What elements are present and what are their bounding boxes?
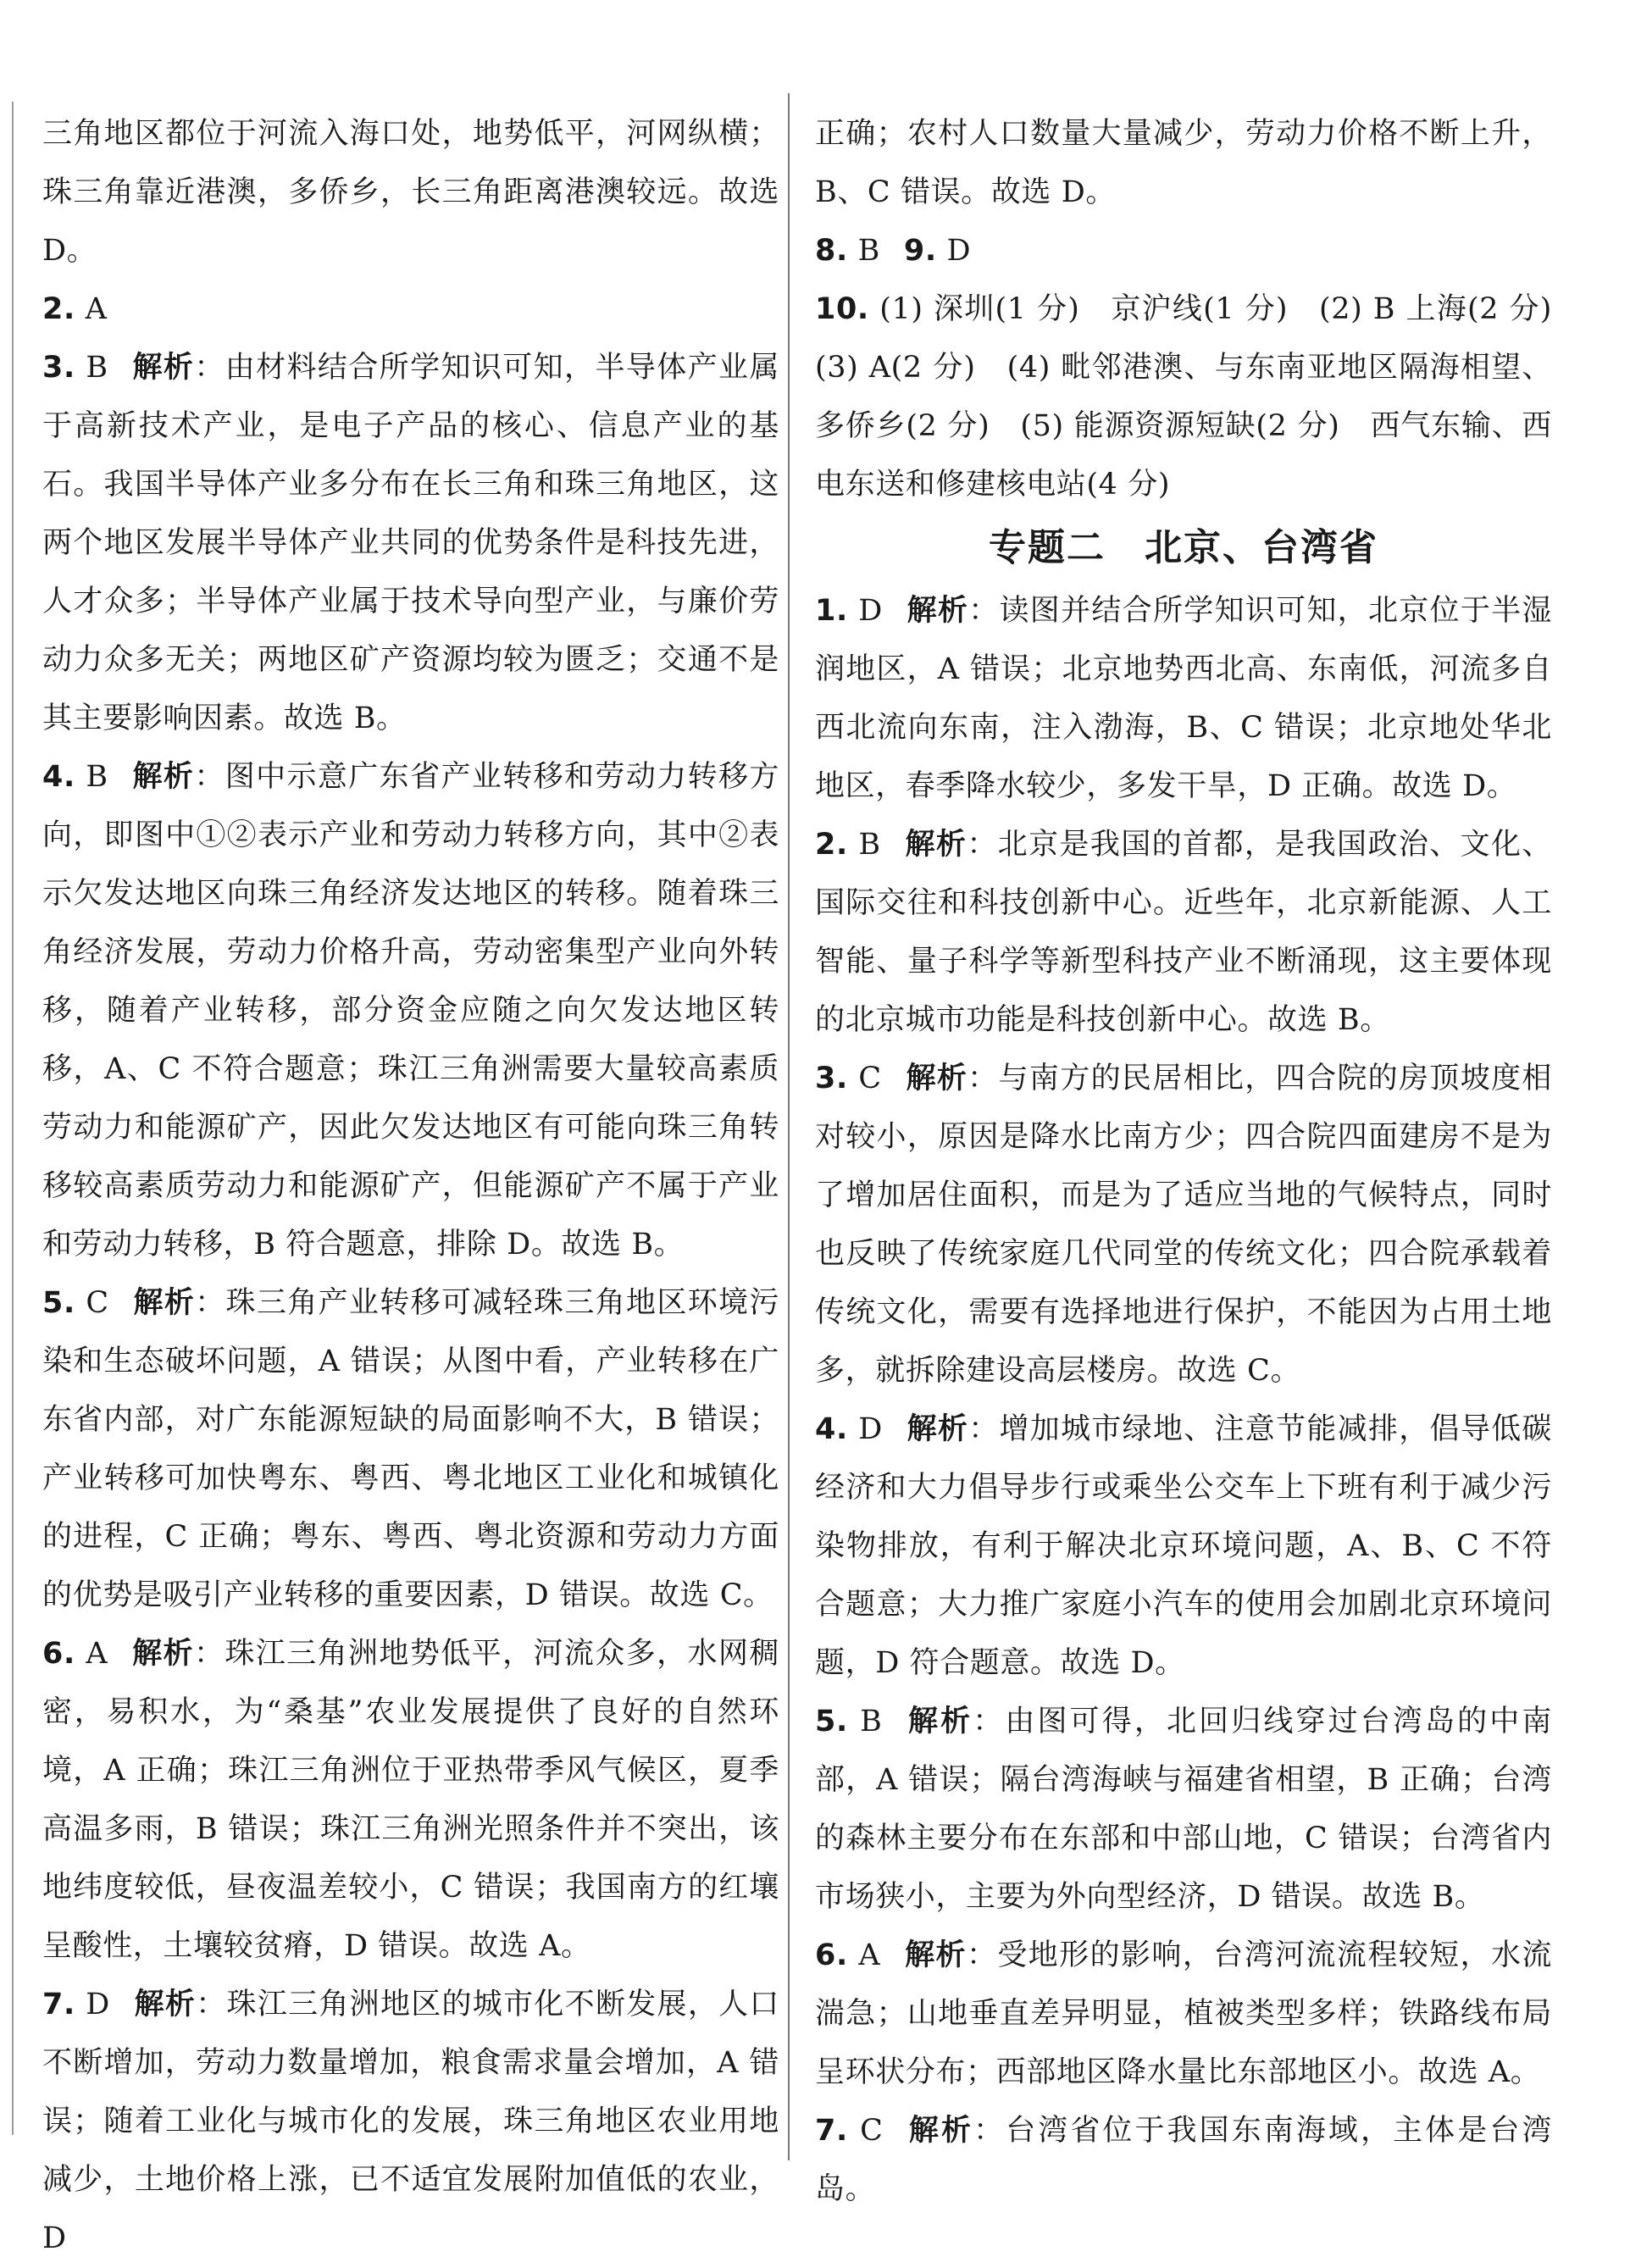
analysis-text: 北京是我国的首都，是我国政治、文化、国际交往和科技创新中心。近些年，北京新能源、人工智能、量子科学等新型科技产业不断涌现，这主要体现的北京城市功能是科技创新中心。故选 B。 [815,828,1553,1037]
question-number: 7. [42,1988,75,2021]
page-edge-line [12,102,14,2135]
analysis-label: 解析 [904,828,967,862]
answer-item-3: 3. C 解析：与南方的民居相比，四合院的房顶坡度相对较小，原因是降水比南方少；四合院四面建房不是为了增加居住面积，而是为了适应当地的气候特点，同时也反映了传统家庭几代同堂的传统文化；四合院承载着传统文化，需要有选择地进行保护，不能因为占用土地多，就拆除建设高层楼房。故选 C。 [815,1062,1552,1388]
continued-paragraph: 三角地区都位于河流入海口处，地势低平，河网纵横；珠三角靠近港澳，多侨乡，长三角距离港澳较远。故选 D。 [42,117,779,268]
question-number: 9. [903,234,937,268]
analysis-label: 解析 [131,351,195,385]
analysis-text: 珠江三角洲地势低平，河流众多，水网稠密，易积水，为“桑基”农业发展提供了良好的自然环境，A 正确；珠江三角洲位于亚热带季风气候区，夏季高温多雨，B 错误；珠江三角洲光照条件并不突出，该地纬度较低，昼夜温差较小，C 错误；我国南方的红壤呈酸性，土壤较贫瘠，D 错误。故选 A。 [42,1637,779,1963]
answer-choice: B [86,351,108,385]
analysis-text: 受地形的影响，台湾河流流程较短，水流湍急；山地垂直差异明显，植被类型多样；铁路线布局呈环状分布；西部地区降水量比东部地区小。故选 A。 [815,1938,1552,2089]
question-number: 4. [815,1412,848,1446]
answer-item-6: 6. A 解析：珠江三角洲地势低平，河流众多，水网稠密，易积水，为“桑基”农业发展提供了良好的自然环境，A 正确；珠江三角洲位于亚热带季风气候区，夏季高温多雨，B 错误；珠江三角洲光照条件并不突出，该地纬度较低，昼夜温差较小，C 错误；我国南方的红壤呈酸性，土壤较贫瘠，D 错误。故选 A。 [42,1637,779,1963]
answer-item-6: 6. A 解析：受地形的影响，台湾河流流程较短，水流湍急；山地垂直差异明显，植被类型多样；铁路线布局呈环状分布；西部地区降水量比东部地区小。故选 A。 [815,1938,1552,2089]
analysis-label: 解析 [906,594,969,628]
answer-choice: B [86,760,108,794]
analysis-text: 珠三角产业转移可减轻珠三角地区环境污染和生态破坏问题，A 错误；从图中看，产业转移在广东省内部，对广东能源短缺的局面影响不大，B 错误；产业转移可加快粤东、粤西、粤北地区工业化和城镇化的进程，C 正确；粤东、粤西、粤北资源和劳动力方面的优势是吸引产业转移的重要因素，D 错误。故选 C。 [42,1286,779,1612]
answer-item-4: 4. B 解析：图中示意广东省产业转移和劳动力转移方向，即图中①②表示产业和劳动力转移方向，其中②表示欠发达地区向珠三角经济发达地区的转移。随着珠三角经济发展，劳动力价格升高，劳动密集型产业向外转移，随着产业转移，部分资金应随之向欠发达地区转移，A、C 不符合题意；珠江三角洲需要大量较高素质劳动力和能源矿产，因此欠发达地区有可能向珠三角转移较高素质劳动力和能源矿产，但能源矿产不属于产业和劳动力转移，B 符合题意，排除 D。故选 B。 [42,760,780,1262]
question-number: 8. [815,234,848,268]
answer-choice: B [860,1705,883,1738]
question-number: 3. [42,351,75,385]
answer-item-10 [815,280,1583,514]
column-divider [788,93,790,2160]
answer-choice: C [858,1062,882,1095]
answer-choice: D [946,234,972,268]
analysis-text: 读图并结合所学知识可知，北京位于半湿润地区，A 错误；北京地势西北高、东南低，河流多自西北流向东南，注入渤海，B、C 错误；北京地处华北地区，春季降水较少，多发干旱，D 正确。故选 D。 [815,594,1552,803]
left-column [42,105,779,2268]
right-column [815,105,1583,2219]
analysis-text: 珠江三角洲地区的城市化不断发展，人口不断增加，劳动力数量增加，粮食需求量会增加，A 错误；随着工业化与城市化的发展，珠三角地区农业用地减少，土地价格上涨，已不适宜发展附加值低的农业，D [42,1988,779,2255]
analysis-text: 由材料结合所学知识可知，半导体产业属于高新技术产业，是电子产品的核心、信息产业的基石。我国半导体产业多分布在长三角和珠三角地区，这两个地区发展半导体产业共同的优势条件是科技先进，人才众多；半导体产业属于技术导向型产业，与廉价劳动力众多无关；两地区矿产资源均较为匮乏；交通不是其主要影响因素。故选 B。 [42,351,780,735]
question-number: 1. [815,594,848,628]
analysis-label: 解析 [906,1412,969,1446]
answer-item-5: 5. C 解析：珠三角产业转移可减轻珠三角地区环境污染和生态破坏问题，A 错误；从图中看，产业转移在广东省内部，对广东能源短缺的局面影响不大，B 错误；产业转移可加快粤东、粤西、粤北地区工业化和城镇化的进程，C 正确；粤东、粤西、粤北资源和劳动力方面的优势是吸引产业转移的重要因素，D 错误。故选 C。 [42,1286,779,1612]
answer-item-7: 7. D 解析：珠江三角洲地区的城市化不断发展，人口不断增加，劳动力数量增加，粮食需求量会增加，A 错误；随着工业化与城市化的发展，珠三角地区农业用地减少，土地价格上涨，已不适宜发展附加值低的农业，D [42,1988,779,2255]
question-number: 7. [815,2114,848,2148]
question-number: 2. [815,828,848,862]
analysis-label: 解析 [131,1637,194,1671]
question-number: 6. [42,1637,75,1671]
question-number: 10. [815,292,869,326]
analysis-text: 台湾省位于我国东南海域，主体是台湾岛。 [815,2114,1552,2206]
analysis-label: 解析 [906,2114,974,2148]
analysis-text: 图中示意广东省产业转移和劳动力转移方向，即图中①②表示产业和劳动力转移方向，其中②表示欠发达地区向珠三角经济发达地区的转移。随着珠三角经济发展，劳动力价格升高，劳动密集型产业向外转移，随着产业转移，部分资金应随之向欠发达地区转移，A、C 不符合题意；珠江三角洲需要大量较高素质劳动力和能源矿产，因此欠发达地区有可能向珠三角转移较高素质劳动力和能源矿产，但能源矿产不属于产业和劳动力转移，B 符合题意，排除 D。故选 B。 [42,760,780,1262]
analysis-text: 增加城市绿地、注意节能减排，倡导低碳经济和大力倡导步行或乘坐公交车上下班有利于减少污染物排放，有利于解决北京环境问题，A、B、C 不符合题意；大力推广家庭小汽车的使用会加剧北京环境问题，D 符合题意。故选 D。 [815,1412,1552,1680]
analysis-label: 解析 [905,1062,968,1095]
question-number: 5. [42,1286,75,1320]
analysis-label: 解析 [132,1286,196,1320]
answer-choice: C [860,2114,884,2148]
question-number: 5. [815,1705,848,1738]
answer-item-8-9 [815,222,1552,280]
answer-choice: C [86,1286,109,1320]
continued-paragraph: 正确；农村人口数量大量减少，劳动力价格不断上升，B、C 错误。故选 D。 [815,117,1552,209]
answer-item-2: 2. B 解析：北京是我国的首都，是我国政治、文化、国际交往和科技创新中心。近些年，北京新能源、人工智能、量子科学等新型科技产业不断涌现，这主要体现的北京城市功能是科技创新中心。故选 B。 [815,828,1553,1037]
answer-item-4: 4. D 解析：增加城市绿地、注意节能减排，倡导低碳经济和大力倡导步行或乘坐公交车上下班有利于减少污染物排放，有利于解决北京环境问题，A、B、C 不符合题意；大力推广家庭小汽车的使用会加剧北京环境问题，D 符合题意。故选 D。 [815,1412,1552,1680]
answer-item-5: 5. B 解析：由图可得，北回归线穿过台湾岛的中南部，A 错误；隔台湾海峡与福建省相望，B 正确；台湾的森林主要分布在东部和中部山地，C 错误；台湾省内市场狭小，主要为外向型经济，D 错误。故选 B。 [815,1705,1553,1914]
answer-choice: A [85,292,108,326]
answer-choice: A [86,1637,108,1671]
question-number: 2. [42,292,75,326]
question-number: 6. [815,1938,848,1972]
answer-choice: B [857,234,880,268]
answer-choice: D [858,594,883,628]
answer-text: (1) 深圳(1 分) 京沪线(1 分) (2) B 上海(2 分) (3) A(2 分) (4) 毗邻港澳、与东南亚地区隔海相望、多侨乡(2 分) (5) 能源资源短缺(2 分) 西气东输、西电东送和修建核电站(4 分) [815,292,1583,502]
answer-choice: B [858,828,881,862]
section-heading: 专题二 北京、台湾省 [989,526,1378,569]
analysis-label: 解析 [133,1988,197,2021]
answer-item-7: 7. C 解析：台湾省位于我国东南海域，主体是台湾岛。 [815,2114,1552,2206]
answer-choice: D [858,1412,883,1446]
analysis-label: 解析 [906,1705,973,1738]
analysis-text: 与南方的民居相比，四合院的房顶坡度相对较小，原因是降水比南方少；四合院四面建房不是为了增加居住面积，而是为了适应当地的气候特点，同时也反映了传统家庭几代同堂的传统文化；四合院承载着传统文化，需要有选择地进行保护，不能因为占用土地多，就拆除建设高层楼房。故选 C。 [815,1062,1552,1388]
answer-choice: A [858,1938,881,1972]
answer-item-1: 1. D 解析：读图并结合所学知识可知，北京位于半湿润地区，A 错误；北京地势西北高、东南低，河流多自西北流向东南，注入渤海，B、C 错误；北京地处华北地区，春季降水较少，多发干旱，D 正确。故选 D。 [815,594,1552,803]
analysis-label: 解析 [131,760,195,794]
answer-item-2 [42,280,779,339]
analysis-label: 解析 [904,1938,967,1972]
answer-item-3: 3. B 解析：由材料结合所学知识可知，半导体产业属于高新技术产业，是电子产品的核心、信息产业的基石。我国半导体产业多分布在长三角和珠三角地区，这两个地区发展半导体产业共同的优势条件是科技先进，人才众多；半导体产业属于技术导向型产业，与廉价劳动力众多无关；两地区矿产资源均较为匮乏；交通不是其主要影响因素。故选 B。 [42,351,780,735]
question-number: 4. [42,760,75,794]
answer-choice: D [86,1988,110,2021]
question-number: 3. [815,1062,848,1095]
analysis-text: 由图可得，北回归线穿过台湾岛的中南部，A 错误；隔台湾海峡与福建省相望，B 正确；台湾的森林主要分布在东部和中部山地，C 错误；台湾省内市场狭小，主要为外向型经济，D 错误。故选 B。 [815,1705,1553,1914]
